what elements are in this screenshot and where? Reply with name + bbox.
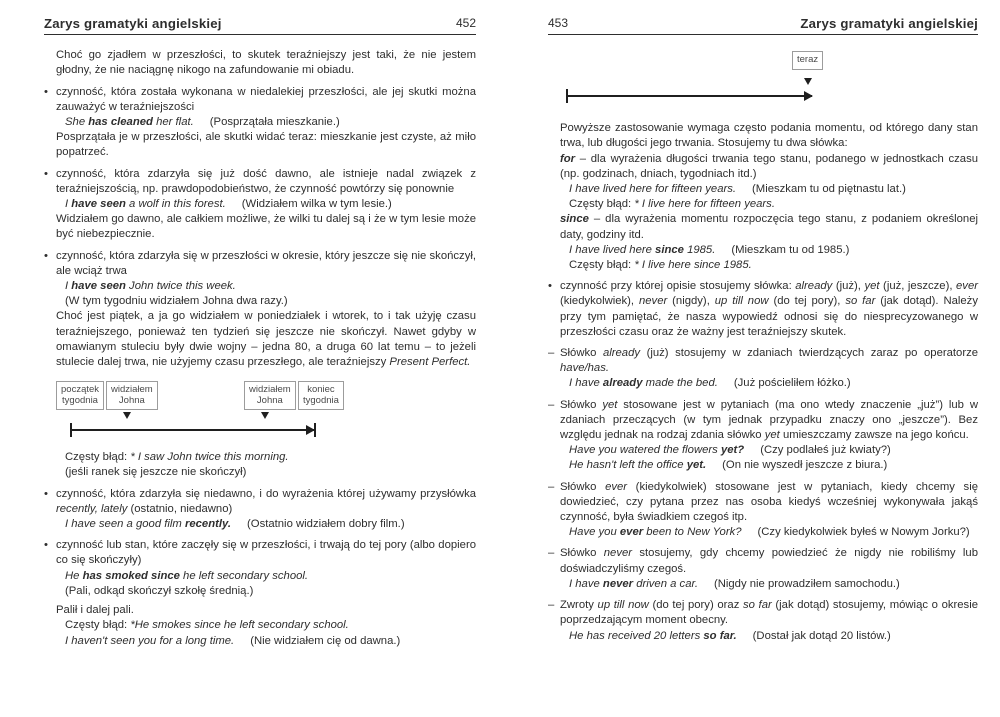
text-segment: I <box>65 280 72 293</box>
text-segment: has smoked since <box>82 569 180 582</box>
text-segment: Słówko <box>560 398 603 411</box>
example-block <box>44 115 476 130</box>
bullet-block <box>44 85 476 115</box>
text-segment: up till now <box>597 599 649 612</box>
text-segment: (Nigdy nie prowadziłem samochodu.) <box>713 577 900 590</box>
text-segment: have seen <box>71 280 126 293</box>
text-segment: I have seen a good film <box>65 518 185 531</box>
dash-block <box>548 346 978 376</box>
timeline-label: Johna <box>256 394 283 406</box>
timeline-tick <box>70 423 72 437</box>
timeline-line <box>566 95 812 97</box>
arrow-down-icon <box>261 412 269 419</box>
text-segment: Słówko <box>560 347 603 360</box>
timeline-tick <box>566 89 568 103</box>
text-blocks-bottom <box>44 450 476 648</box>
text-segment: ever <box>619 526 644 539</box>
text-segment: never <box>602 577 634 590</box>
bullet-block <box>44 249 476 279</box>
example-block <box>44 569 476 584</box>
text-segment: since <box>655 243 684 256</box>
text-segment: czynność, która zdarzyła się już dość dawno, ale istnieje nadal związek z teraźniejszością, np. prawdopodobieństwo, że czynność powtórzy się ponownie <box>56 167 476 195</box>
timeline-label-box <box>244 381 296 410</box>
para-block <box>548 121 978 151</box>
text-segment: her flat. <box>152 116 194 129</box>
text-segment: * I saw John twice this morning. <box>130 451 289 464</box>
text-segment: (już, jeszcze), <box>879 280 957 293</box>
text-segment: 1985. <box>683 243 716 256</box>
text-segment: made the bed. <box>642 377 718 390</box>
text-segment: Częsty błąd: <box>569 259 635 272</box>
example-block <box>44 450 476 465</box>
example-block <box>44 197 476 212</box>
text-blocks <box>548 121 978 644</box>
text-segment: (Nie widziałem cię od dawna.) <box>250 634 401 647</box>
text-segment: yet <box>764 429 780 442</box>
page-content <box>44 48 476 649</box>
text-segment: He <box>65 569 83 582</box>
parasp-block <box>44 603 476 618</box>
running-title: Zarys gramatyki angielskiej <box>44 16 222 31</box>
dash-block <box>548 546 978 576</box>
text-segment: I have <box>569 377 603 390</box>
text-segment: up till now <box>714 295 769 308</box>
bullet-block <box>548 279 978 340</box>
text-segment: recently, lately <box>56 502 128 515</box>
bullet-block <box>44 487 476 517</box>
text-segment: I have <box>569 577 603 590</box>
arrow-right-icon <box>306 425 315 435</box>
bullet-block <box>44 538 476 568</box>
text-segment: czynność lub stan, które zaczęły się w przeszłości, i trwają do tej pory (albo dopiero co się skończyły) <box>56 539 476 567</box>
timeline-label: tygodnia <box>62 394 98 406</box>
text-segment: czynność, która została wykonana w niedalekiej przeszłości, ale jej skutki można zauważyć w teraźniejszości <box>56 85 476 113</box>
para-block <box>548 212 978 242</box>
para-block <box>548 152 978 182</box>
text-segment: I have lived here for fifteen years. <box>569 183 737 196</box>
example-block <box>44 584 476 599</box>
text-segment: ever <box>605 480 628 493</box>
text-segment: (ostatnio, niedawno) <box>127 502 233 515</box>
text-segment: Have you watered the flowers <box>569 444 721 457</box>
text-segment: * I live here for fifteen years. <box>634 198 775 211</box>
text-segment: yet. <box>686 459 707 472</box>
text-segment: (jeśli ranek się jeszcze nie skończył) <box>65 466 247 479</box>
example-block <box>548 243 978 258</box>
para-block <box>44 212 476 242</box>
text-segment: (jak dotąd). Należy przy tym pamiętać, że nasza wypowiedź odnosi się do niesprecyzowanego w przeszłości czasu oraz że ważny jest teraźniejszy skutek. <box>560 295 978 338</box>
arrow-right-icon <box>804 91 813 101</box>
text-segment: umieszczamy zawsze na jego końcu. <box>779 429 969 442</box>
text-segment: driven a car. <box>633 577 698 590</box>
timeline-label: Johna <box>118 394 145 406</box>
example-block <box>548 258 978 273</box>
text-segment: so far <box>742 599 772 612</box>
text-segment: He hasn't left the office <box>569 459 687 472</box>
timeline-label-box <box>792 51 823 70</box>
text-segment: for <box>560 152 576 165</box>
text-segment: Częsty błąd: <box>65 619 131 632</box>
text-segment: Częsty błąd: <box>569 198 635 211</box>
text-segment: have/has. <box>560 362 609 375</box>
text-segment: (W tym tygodniu widziałem Johna dwa razy.) <box>65 295 288 308</box>
text-segment: have seen <box>71 198 126 211</box>
timeline-label-box <box>106 381 158 410</box>
example-block <box>44 618 476 633</box>
text-segment: (nigdy), <box>667 295 715 308</box>
text-segment: Have you <box>569 526 620 539</box>
page-453 <box>548 16 978 644</box>
example-block <box>44 294 476 309</box>
text-segment: (do tej pory), <box>768 295 846 308</box>
text-segment: Powyższe zastosowanie wymaga często podania momentu, od którego dany stan trwa, lub długości jego trwania. Stosujemy tu dwa słówka: <box>560 122 978 150</box>
example-block <box>548 525 978 540</box>
arrow-down-icon <box>804 78 812 85</box>
example-block <box>44 279 476 294</box>
timeline-diagram-now <box>548 51 978 111</box>
timeline-label: początek <box>61 384 100 396</box>
text-segment: * I live here since 1985. <box>634 259 752 272</box>
text-segment: I have lived here <box>569 243 656 256</box>
text-segment: yet? <box>720 444 745 457</box>
text-segment: yet <box>864 280 880 293</box>
text-segment: (Mieszkam tu od piętnastu lat.) <box>752 183 906 196</box>
text-segment: Częsty błąd: <box>65 451 131 464</box>
example-block <box>548 629 978 644</box>
text-segment: (kiedykolwiek) stosowane jest w pytaniach, kiedy chcemy się dowiedzieć, czy pytana przez nas osoba kiedyś wcześniej wykonywała jakąś czynność, była świadkiem czegoś itp. <box>560 480 979 524</box>
timeline-label-box <box>56 381 104 410</box>
example-block <box>548 443 978 458</box>
timeline-line <box>70 429 316 431</box>
text-segment: – dla wyrażenia momentu rozpoczęcia tego stanu, z podaniem określonej daty, godziny itd. <box>560 213 978 241</box>
text-segment: (Już pościeliłem łóżko.) <box>733 377 851 390</box>
text-segment: Choć jest piątek, a ja go widziałem w poniedziałek i wtorek, to i tak użyję czasu teraźniejszego, ponieważ ten tydzień się jeszcze nie skończył. Nawet gdyby w omawianym stuleciu były dwie wojny – jedna 80, a druga 60 lat temu – to jeżeli stulecie dalej trwa, nie użyjemy czasu przeszłego, ale teraźniejszy <box>56 310 476 369</box>
text-segment: *He smokes since he left secondary school. <box>130 619 349 632</box>
text-segment: (jak dotąd) stosujemy, mówiąc o okresie poprzedzającym moment obecny. <box>560 599 978 627</box>
text-segment: Słówko <box>560 547 604 560</box>
text-segment: (Ostatnio widziałem dobry film.) <box>247 518 405 531</box>
dash-block <box>548 398 978 444</box>
text-segment: been to New York? <box>643 526 742 539</box>
text-segment: He has received 20 letters <box>569 629 704 642</box>
text-segment: never <box>603 547 633 560</box>
example-block <box>548 577 978 592</box>
text-segment: recently. <box>184 518 232 531</box>
text-segment: ever <box>956 280 978 293</box>
text-segment: a wolf in this forest. <box>125 198 226 211</box>
example-block <box>548 182 978 197</box>
text-segment: John twice this week. <box>125 280 236 293</box>
text-segment: has cleaned <box>88 116 153 129</box>
example-block <box>44 517 476 532</box>
text-segment: (już), <box>832 280 865 293</box>
example-block <box>44 465 476 480</box>
text-segment: stosowane jest w pytaniach (ma ono wtedy znaczenie „już”) lub w zdaniach przeczących (w tym jednak przypadku znaczy ono „jeszcze”). Bez względu jednak na rodzaj zdania słówko <box>560 398 978 442</box>
arrow-down-icon <box>123 412 131 419</box>
text-segment: (Pali, odkąd skończył szkołę średnią.) <box>65 584 254 597</box>
text-segment: (Czy kiedykolwiek byłeś w Nowym Jorku?) <box>757 526 970 539</box>
text-segment: Słówko <box>560 480 606 493</box>
timeline-label: teraz <box>797 54 819 66</box>
para-block <box>44 309 476 370</box>
example-block <box>44 634 476 649</box>
text-segment: (kiedykolwiek), <box>560 295 639 308</box>
text-segment: czynność przy której opisie stosujemy słówka: <box>560 280 796 293</box>
text-segment: he left secondary school. <box>179 569 309 582</box>
example-block <box>548 197 978 212</box>
text-segment: stosujemy, gdy chcemy powiedzieć że nigdy nie robiliśmy lub doświadczyliśmy czegoś. <box>560 547 978 575</box>
text-segment: I haven't seen you for a long time. <box>65 634 235 647</box>
para-block <box>44 130 476 160</box>
text-segment: – dla wyrażenia długości trwania tego stanu, podanego w jednostkach czasu (np. godzinach, dniach, tygodniach itd.) <box>560 152 978 180</box>
timeline-diagram-week <box>44 381 476 443</box>
page-number: 452 <box>455 16 476 30</box>
text-segment: so far <box>845 295 876 308</box>
timeline-label: widziałem <box>111 384 153 396</box>
page-452 <box>44 16 476 649</box>
dash-block <box>548 480 978 526</box>
example-block <box>548 376 978 391</box>
text-segment: (Widziałem wilka w tym lesie.) <box>241 198 392 211</box>
text-segment: Palił i dalej pali. <box>56 604 134 617</box>
text-segment: so far. <box>703 629 737 642</box>
bullet-block <box>44 167 476 197</box>
text-segment: (Dostał jak dotąd 20 listów.) <box>752 629 891 642</box>
page-header <box>548 16 978 35</box>
text-segment: never <box>638 295 668 308</box>
para-block <box>44 48 476 78</box>
timeline-label-box <box>298 381 344 410</box>
text-segment: (On nie wyszedł jeszcze z biura.) <box>722 459 888 472</box>
text-segment: I <box>65 198 72 211</box>
timeline-label: widziałem <box>249 384 291 396</box>
timeline-label: koniec <box>307 384 335 396</box>
text-segment: since <box>560 213 589 226</box>
text-segment: yet <box>602 398 618 411</box>
text-segment: already <box>602 347 641 360</box>
text-segment: (Czy podlałeś już kwiaty?) <box>760 444 891 457</box>
text-segment: (już) stosujemy w zdaniach twierdzących zaraz po operatorze <box>640 347 979 360</box>
text-segment: Widziałem go dawno, ale całkiem możliwe, że wilki tu dalej są i że w tym lesie może być niebezpiecznie. <box>56 213 476 241</box>
text-segment: Choć go zjadłem w przeszłości, to skutek teraźniejszy jest taki, że nie jestem głodny, że nie naciągnę nikogo na zafundowanie mi obiadu. <box>56 49 476 77</box>
text-segment: (Mieszkam tu od 1985.) <box>731 243 850 256</box>
example-block <box>548 458 978 473</box>
dash-block <box>548 598 978 628</box>
text-segment: Zwroty <box>560 599 598 612</box>
text-segment: czynność, która zdarzyła się niedawno, i do wyrażenia której używamy przysłówka <box>56 487 476 500</box>
text-segment: czynność, która zdarzyła się w przeszłości w okresie, który jeszcze się nie skończył, ale wciąż trwa <box>56 249 476 277</box>
text-segment: already <box>795 280 833 293</box>
text-segment: She <box>65 116 89 129</box>
page-content <box>548 51 978 644</box>
text-segment: Posprzątała je w przeszłości, ale skutki widać teraz: mieszkanie jest czyste, aż miło popatrzeć. <box>56 131 476 159</box>
text-segment: already <box>602 377 643 390</box>
timeline-label: tygodnia <box>303 394 339 406</box>
running-title: Zarys gramatyki angielskiej <box>800 16 978 31</box>
text-blocks-top <box>44 48 476 370</box>
page-number: 453 <box>548 16 569 30</box>
page-header <box>44 16 476 35</box>
text-segment: Present Perfect. <box>389 356 471 369</box>
text-segment: (Posprzątała mieszkanie.) <box>209 116 340 129</box>
text-segment: (do tej pory) oraz <box>648 599 743 612</box>
